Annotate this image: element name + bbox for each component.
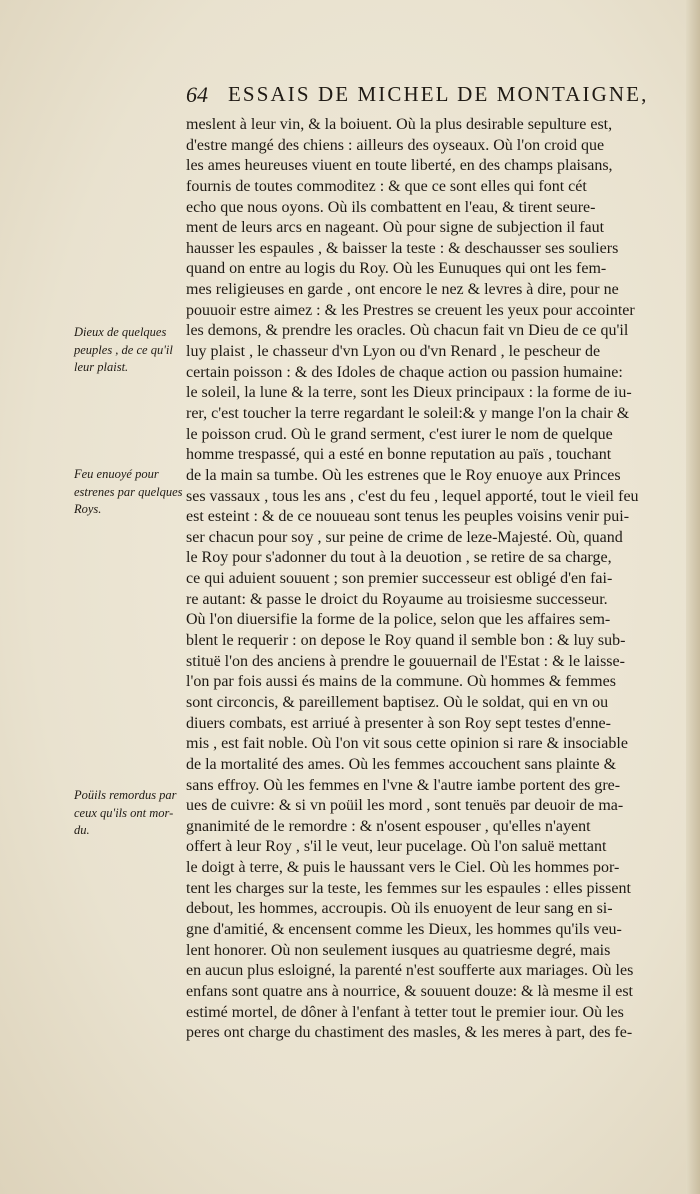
text-line: homme trespassé, qui a esté en bonne reputation au païs , touchant: [186, 446, 612, 464]
text-line: ses vassaux , tous les ans , c'est du feu , lequel apporté, tout le vieil feu: [186, 487, 639, 505]
text-line: ce qui aduient souuent ; son premier successeur est obligé d'en fai-: [186, 570, 613, 588]
text-line: Où l'on diuersifie la forme de la police, selon que les affaires sem-: [186, 611, 611, 629]
text-line: estimé mortel, de dôner à l'enfant à tetter tout le premier iour. Où les: [186, 1003, 624, 1021]
text-line: re autant: & passe le droict du Royaume au troisiesme successeur.: [186, 590, 608, 608]
text-line: en aucun plus esloigné, la parenté n'est soufferte aux mariages. Où les: [186, 962, 634, 980]
margin-note-line: Roys.: [74, 502, 102, 516]
text-line: sans effroy. Où les femmes en l'vne & l'autre iambe portent des gre-: [186, 776, 621, 794]
text-line: offert à leur Roy , s'il le veut, leur pucelage. Où l'on saluë mettant: [186, 838, 607, 856]
page-edge: [686, 0, 700, 1194]
text-line: stituë l'on des anciens à prendre le gouuernail de l'Estat : & le laisse-: [186, 652, 625, 670]
text-line: le poisson crud. Où le grand serment, c'est iurer le nom de quelque: [186, 425, 613, 443]
text-line: les ames heureuses viuent en toute liberté, en des champs plaisans,: [186, 157, 613, 175]
text-line: fournis de toutes commoditez : & que ce sont elles qui font cét: [186, 177, 587, 195]
text-line: rer, c'est toucher la terre regardant le soleil:& y mange l'on la chair &: [186, 404, 630, 422]
text-line: ment de leurs arcs en nageant. Où pour signe de subjection il faut: [186, 219, 605, 237]
body-text: [186, 115, 676, 1044]
text-line: les demons, & prendre les oracles. Où chacun fait vn Dieu de ce qu'il: [186, 322, 629, 340]
text-line: diuers combats, est arriué à presenter à son Roy sept testes d'enne-: [186, 714, 611, 732]
text-line: l'on par fois aussi és mains de la commune. Où hommes & femmes: [186, 673, 616, 691]
text-line: gne d'amitié, & encensent comme les Dieux, les hommes qu'ils veu-: [186, 920, 622, 938]
text-line: peres ont charge du chastiment des masles, & les meres à part, des fe-: [186, 1024, 633, 1042]
text-line: meslent à leur vin, & la boiuent. Où la plus desirable sepulture est,: [186, 116, 613, 133]
margin-note-line: leur plaist.: [74, 360, 129, 374]
text-line: enfans sont quatre ans à nourrice, & souuent douze: & là mesme il est: [186, 982, 633, 1000]
text-line: ues de cuivre: & si vn poüil les mord , sont tenuës par deuoir de ma-: [186, 797, 624, 815]
text-line: est esteint : & de ce nouueau sont tenus les peuples voisins venir pui-: [186, 508, 630, 526]
margin-note-line: ceux qu'ils ont mor-: [74, 805, 174, 820]
text-line: echo que nous oyons. Où ils combattent en l'eau, & tirent seure-: [186, 198, 596, 216]
margin-note-line: Dieux de quelques: [74, 325, 167, 339]
text-line: gnanimité de le remordre : & n'osent espouser , qu'elles n'ayent: [186, 817, 591, 835]
text-line: tent les charges sur la teste, les femmes sur les espaules : elles pissent: [186, 879, 631, 897]
margin-note: [74, 466, 186, 519]
text-line: pouuoir estre aimez : & les Prestres se creuent les yeux pour accointer: [186, 301, 635, 319]
margin-note-line: peuples , de ce qu'il: [74, 342, 173, 357]
text-line: certain poisson : & des Idoles de chaque action ou passion humaine:: [186, 363, 623, 381]
text-line: lent honorer. Où non seulement iusques au quatriesme degré, mais: [186, 941, 611, 959]
text-line: mes religieuses en garde , ont encore le nez & levres à dire, pour ne: [186, 281, 619, 299]
text-line: hausser les espaules , & baisser la teste : & deschausser ses souliers: [186, 239, 619, 257]
margin-note: [74, 787, 186, 840]
text-line: de la mortalité des ames. Où les femmes accouchent sans plainte &: [186, 755, 617, 773]
text-line: luy plaist , le chasseur d'vn Lyon ou d'vn Renard , le pescheur de: [186, 343, 601, 361]
margin-note-line: Feu enuoyé pour: [74, 467, 159, 481]
text-line: d'estre mangé des chiens : ailleurs des oyseaux. Où l'on croid que: [186, 136, 605, 154]
text-line: de la main sa tumbe. Où les estrenes que le Roy enuoye aux Princes: [186, 466, 621, 484]
margin-note-line: Poüils remordus par: [74, 788, 177, 802]
margin-note-line: du.: [74, 823, 90, 837]
text-line: le Roy pour s'adonner du tout à la deuotion , se retire de sa charge,: [186, 549, 612, 567]
page-header: [186, 82, 676, 110]
page-number: 64: [186, 82, 208, 107]
text-line: sont circoncis, & pareillement baptisez. Où le soldat, qui en vn ou: [186, 693, 609, 711]
text-line: debout, les hommes, accroupis. Où ils enuoyent de leur sang en si-: [186, 900, 613, 918]
margin-note: [74, 324, 186, 377]
text-line: mis , est fait noble. Où l'on vit sous cette opinion si rare & insociable: [186, 735, 628, 753]
text-line: quand on entre au logis du Roy. Où les Eunuques qui ont les fem-: [186, 260, 607, 278]
text-line: ser chacun pour soy , sur peine de crime de leze-Majesté. Où, quand: [186, 528, 623, 546]
text-line: le doigt à terre, & puis le haussant vers le Ciel. Où les hommes por-: [186, 859, 620, 877]
running-head: ESSAIS DE MICHEL DE MONTAIGNE,: [228, 82, 649, 106]
text-line: le soleil, la lune & la terre, sont les Dieux principaux : la forme de iu-: [186, 384, 632, 402]
text-line: blent le requerir : on depose le Roy quand il semble bon : & luy sub-: [186, 632, 626, 650]
margin-note-line: estrenes par quelques: [74, 484, 183, 499]
